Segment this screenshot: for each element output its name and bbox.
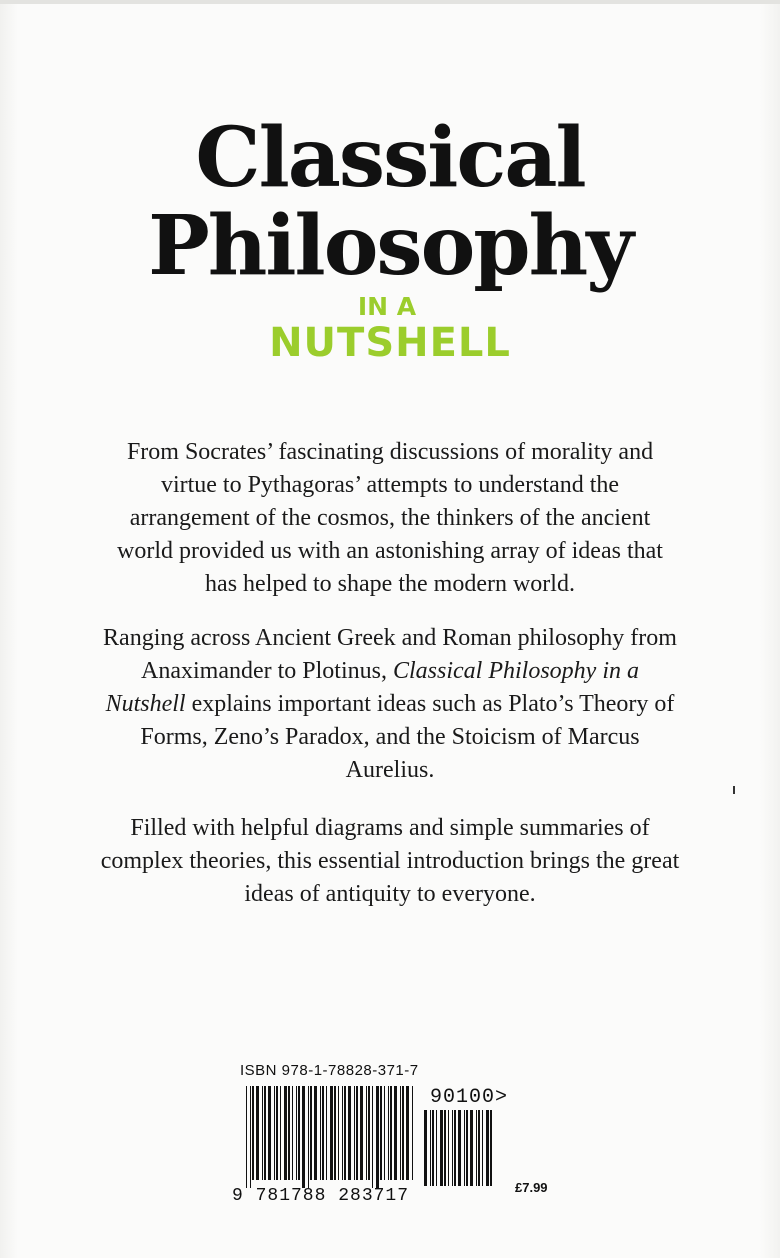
barcode-bar (444, 1110, 446, 1186)
price-label: £7.99 (515, 1180, 548, 1195)
ean-barcode-bars (246, 1086, 413, 1188)
barcode-bar (334, 1086, 336, 1180)
barcode-bar (454, 1110, 456, 1186)
barcode-bar (274, 1086, 275, 1180)
barcode-bar (338, 1086, 339, 1180)
blurb-paragraph-2 (100, 622, 680, 787)
barcode-bar (320, 1086, 321, 1180)
barcode-bar (470, 1110, 473, 1186)
barcode-bar (412, 1086, 413, 1180)
barcode-bar (424, 1110, 427, 1186)
barcode-bar (284, 1086, 287, 1180)
barcode-bar (280, 1086, 281, 1180)
title-line-1: Classical (195, 110, 585, 206)
barcode-bar (256, 1086, 259, 1180)
barcode-bar (390, 1086, 392, 1180)
title-line-2: Philosophy (148, 198, 632, 294)
barcode-bar (384, 1086, 385, 1180)
barcode-bar (268, 1086, 271, 1180)
barcode-bar (452, 1110, 453, 1186)
barcode-bar (292, 1086, 293, 1180)
barcode-bar (252, 1086, 254, 1180)
barcode-graphic (232, 1062, 562, 1192)
barcode-bar (276, 1086, 278, 1180)
barcode-bar (482, 1110, 483, 1186)
barcode-block (232, 1062, 562, 1222)
barcode-bar (476, 1110, 477, 1186)
barcode-bar (394, 1086, 397, 1180)
barcode-bar (458, 1110, 461, 1186)
blurb-paragraph-1: From Socrates’ fascinating discussions of morality and virtue to Pythagoras’ attempts to understand the arrangement of the cosmos, the thinkers of the ancient world provided us with an astonishing array of ideas that has helped to shape the modern world. (117, 439, 663, 597)
barcode-bar (376, 1086, 379, 1188)
barcode-bar (344, 1086, 346, 1180)
barcode-bar (372, 1086, 373, 1188)
barcode-bar (288, 1086, 290, 1180)
subtitle-line-2: NUTSHELL (269, 320, 511, 366)
barcode-bar (490, 1110, 492, 1186)
barcode-bar (368, 1086, 370, 1180)
barcode-bar (366, 1086, 367, 1180)
barcode-bar (322, 1086, 324, 1180)
barcode-bar (342, 1086, 343, 1180)
barcode-bar (486, 1110, 489, 1186)
barcode-bar (430, 1110, 431, 1186)
cover-smudge-mark (733, 786, 735, 794)
subtitle-line-1: IN A (357, 292, 417, 321)
barcode-bar (402, 1086, 404, 1180)
blurb-p2-text-a: Ranging across Ancient Greek and Roman philosophy from Anaximander to Plotinus, (103, 625, 677, 684)
barcode-bar (406, 1086, 409, 1180)
barcode-bar (436, 1110, 437, 1186)
barcode-bar (264, 1086, 266, 1180)
barcode-bar (440, 1110, 443, 1186)
barcode-bar (314, 1086, 317, 1180)
barcode-bar (308, 1086, 309, 1188)
barcode-bar (246, 1086, 247, 1188)
barcode-bar (298, 1086, 300, 1180)
barcode-bar (262, 1086, 263, 1180)
addon-barcode-bars (424, 1110, 492, 1186)
blurb-p2-text-b: explains important ideas such as Plato’s Theory of Forms, Zeno’s Paradox, and the Stoicism of Marcus Aurelius. (140, 691, 675, 783)
barcode-bar (302, 1086, 305, 1188)
barcode-bar (388, 1086, 389, 1180)
barcode-bar (310, 1086, 312, 1180)
book-title-italic: Classical Philosophy in a Nutshell (105, 658, 639, 717)
barcode-bar (348, 1086, 351, 1180)
blurb-paragraph-3: Filled with helpful diagrams and simple summaries of complex theories, this essential introduction brings the great ideas of antiquity to everyone. (100, 815, 680, 907)
addon-digits: 90100> (430, 1086, 509, 1109)
barcode-bar (326, 1086, 327, 1180)
barcode-bar (296, 1086, 297, 1180)
barcode-bar (330, 1086, 333, 1180)
barcode-bar (432, 1110, 434, 1186)
barcode-bar (354, 1086, 355, 1180)
barcode-bar (380, 1086, 382, 1180)
barcode-bar (464, 1110, 465, 1186)
barcode-bar (250, 1086, 251, 1188)
barcode-bar (356, 1086, 358, 1180)
barcode-digits: 9 781788 283717 (232, 1186, 410, 1206)
barcode-bar (448, 1110, 449, 1186)
barcode-bar (360, 1086, 363, 1180)
barcode-bar (400, 1086, 401, 1180)
barcode-bar (478, 1110, 480, 1186)
cover-top-edge (0, 0, 780, 4)
barcode-bar (466, 1110, 468, 1186)
isbn-label: ISBN 978-1-78828-371-7 (240, 1062, 419, 1079)
